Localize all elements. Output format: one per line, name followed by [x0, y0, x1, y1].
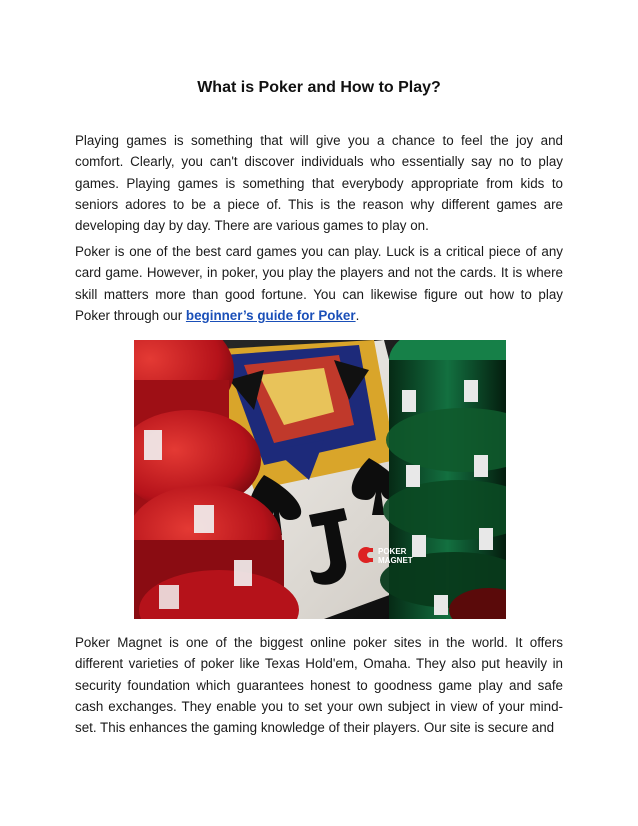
poker-photo — [134, 340, 506, 619]
paragraph-intro: Playing games is something that will give you a chance to feel the joy and comfort. Clearly, you can't discover individuals who essentially say no to play games. Playing games is something that everybody appropriate from kids to seniors adores to be a piece of. This is the reason why different games are developing day by day. There are various games to play on. — [75, 133, 563, 234]
paragraph-poker-end: . — [355, 307, 360, 323]
document-title: What is Poker and How to Play? — [197, 79, 441, 96]
paragraph-poker-magnet: Poker Magnet is one of the biggest online poker sites in the world. It offers different varieties of poker like Texas Hold'em, Omaha. They also put heavily in security foundation which guarantees honest to goodness game play and safe cash exchanges. They enable you to set your own subject in view of your mind-set. This enhances the gaming knowledge of their players. Our site is secure and — [75, 635, 563, 736]
watermark-line2: MAGNET — [378, 556, 413, 565]
watermark-line1: POKER — [378, 547, 407, 556]
paragraph-poker-text: Poker is one of the best card games you can play. Luck is a critical piece of any card game. However, in poker, you play the players and not the cards. It is where skill matters more than good fortune. You can likewise figure out how to play Poker through our — [75, 244, 563, 323]
beginners-guide-link[interactable]: beginner’s guide for Poker — [185, 307, 356, 323]
green-chip-stack — [380, 340, 506, 619]
paragraph-poker — [75, 241, 563, 326]
poker-magnet-watermark — [358, 547, 413, 565]
